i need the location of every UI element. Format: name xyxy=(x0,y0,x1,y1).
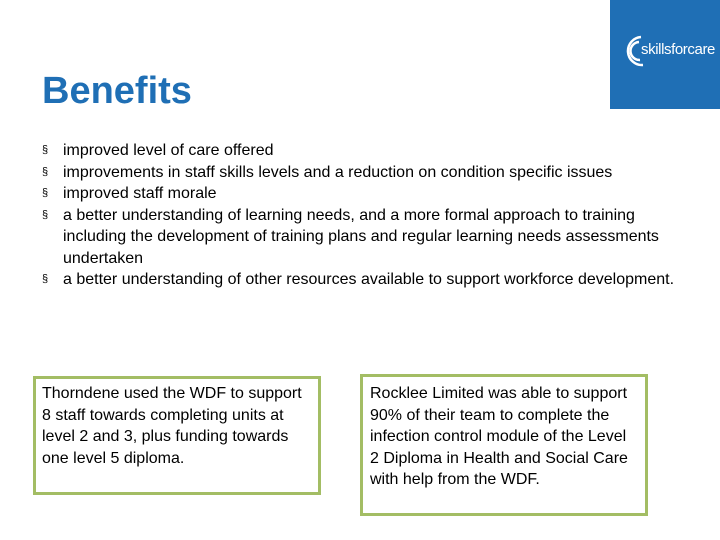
list-item xyxy=(42,162,692,184)
case-study-text: Thorndene used the WDF to support 8 staff towards completing units at level 2 and 3, plus funding towards one level 5 diploma. xyxy=(42,385,302,467)
case-study-text: Rocklee Limited was able to support 90% of their team to complete the infection control module of the Level 2 Diploma in Health and Social Care with help from the WDF. xyxy=(370,385,628,488)
thorndene-case-study-box xyxy=(33,376,321,495)
list-item-text: improved staff morale xyxy=(63,185,217,202)
list-item xyxy=(42,269,692,291)
list-item xyxy=(42,140,692,162)
rocklee-case-study-box xyxy=(360,374,648,516)
bullet-icon: § xyxy=(42,165,49,178)
list-item-text: improvements in staff skills levels and a reduction on condition specific issues xyxy=(63,163,613,181)
list-item-text: a better understanding of learning needs, and a more formal approach to training including the development of training plans and regular learning needs assessments undertaken xyxy=(63,206,659,267)
bullet-icon: § xyxy=(42,208,49,221)
list-item-text: a better understanding of other resources available to support workforce development. xyxy=(63,271,675,288)
logo-text: skillsforcare xyxy=(641,41,715,58)
benefits-list xyxy=(42,140,692,291)
bullet-icon: § xyxy=(42,144,49,156)
page-title: Benefits xyxy=(42,70,192,112)
list-item xyxy=(42,205,692,270)
list-item xyxy=(42,183,692,205)
skillsforcare-logo xyxy=(610,0,720,109)
bullet-icon: § xyxy=(42,187,49,199)
bullet-icon: § xyxy=(42,273,49,285)
list-item-text: improved level of care offered xyxy=(63,142,274,159)
